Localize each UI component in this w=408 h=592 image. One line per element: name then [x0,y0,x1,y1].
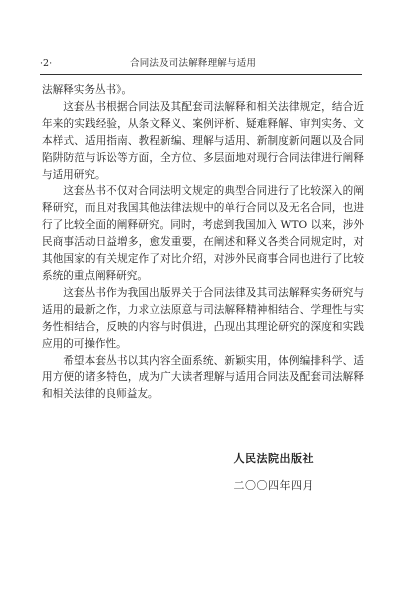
paragraph: 希望本套丛书以其内容全面系统、新颖实用，体例编排科学、适用方便的诸多特色，成为广大读者理解与适用合同法及配套司法解释和相关法律的良师益友。 [42,354,364,401]
page-header [40,56,362,75]
paragraph: 这套丛书作为我国出版界关于合同法律及其司法解释实务研究与适用的最新之作，力求立法原意与司法解释精神相结合、学理性与实务性相结合，反映的内容与时俱进，凸现出其理论研究的深度和实践应用的可操作性。 [42,286,364,350]
running-title: 合同法及司法解释理解与适用 [130,58,257,69]
paragraph: 这套丛书根据合同法及其配套司法解释和相关法律规定，结合近年来的实践经验，从条文释义、案例评析、疑难释解、审判实务、文本样式、适用指南、教程新编、理解与适用、新制度新问题以及合同陷阱防范与诉讼等方面，全方位、多层面地对现行合同法律进行阐释与适用研究。 [42,100,364,181]
paragraph: 这套丛书不仅对合同法明文规定的典型合同进行了比较深入的阐释研究，而且对我国其他法律法规中的单行合同以及无名合同，也进行了比较全面的阐释研究。同时，考虑到我国加入 WTO 以来，涉外民商事活动日益增多，愈发重要，在阐述和释义各类合同规定时，对其他国家的有关规定作了对比介绍，对涉外民商事合同也进行了比较系统的重点阐释研究。 [42,185,364,282]
publisher-signature: 人民法院出版社 [233,452,314,465]
signature-date: 二〇〇四年四月 [233,479,314,492]
paragraph-continuation: 法解释实务丛书》。 [42,84,133,96]
body-text [42,82,364,403]
page-number: ·2· [40,58,53,69]
